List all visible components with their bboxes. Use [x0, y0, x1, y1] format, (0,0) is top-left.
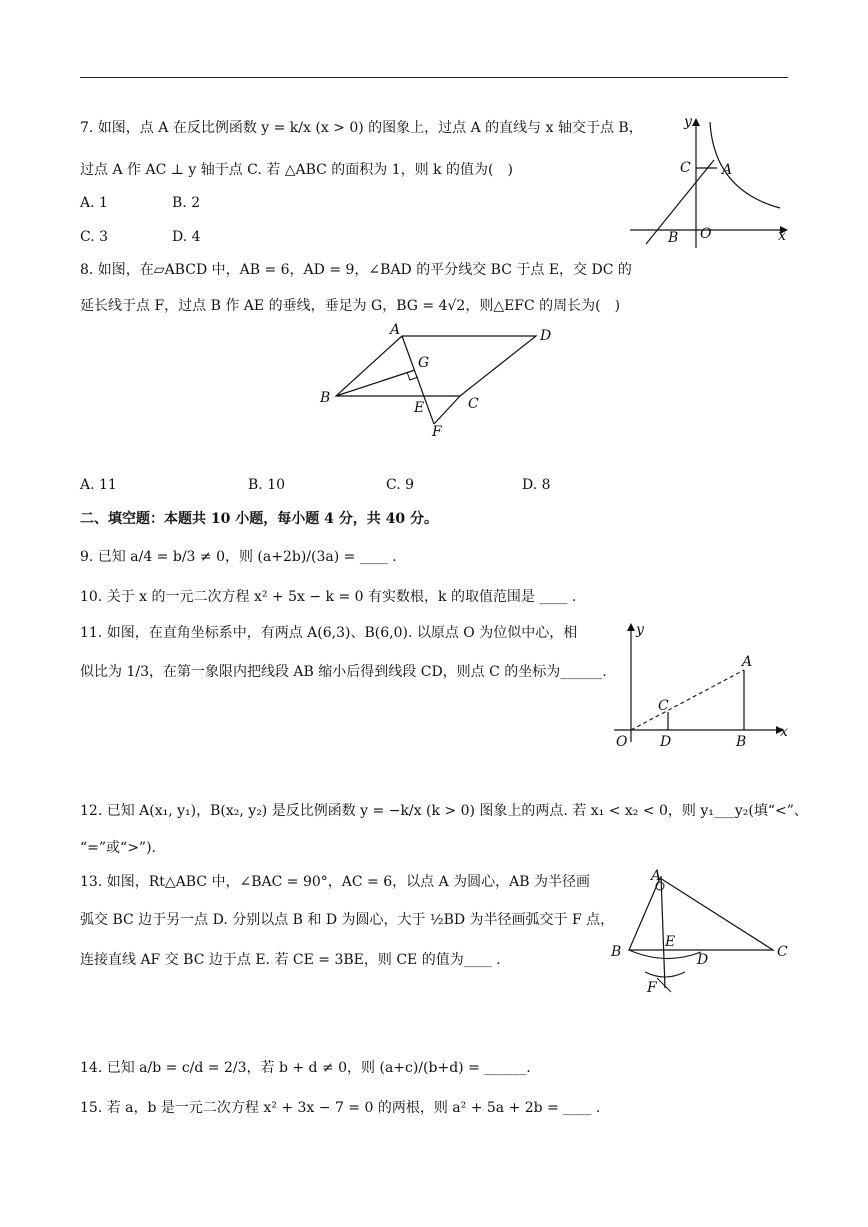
q8-fig-label-f: F [432, 424, 442, 440]
q11-figure [612, 618, 797, 753]
q8-fig-label-c: C [468, 396, 479, 412]
q7-fig-label-y: y [684, 114, 692, 130]
q8-option-d: D. 8 [522, 477, 551, 493]
q11-fig-label-y: y [636, 622, 644, 638]
q8-option-c: C. 9 [386, 477, 415, 493]
q13-line1: 13. 如图，Rt△ABC 中，∠BAC = 90°，AC = 6，以点 A 为圆心，AB 为半径画 [80, 874, 590, 890]
q7-fig-label-a: A [722, 162, 733, 178]
q7-fig-label-b: B [668, 230, 679, 246]
q12-line2: “=”或“>”). [80, 840, 157, 856]
q7-option-a: A. 1 [80, 195, 108, 211]
q11-line2: 似比为 1/3，在第一象限内把线段 AB 缩小后得到线段 CD，则点 C 的坐标为______. [80, 664, 607, 680]
q9-text: 9. 已知 a/4 = b/3 ≠ 0，则 (a+2b)/(3a) = ____ . [80, 549, 397, 565]
q8-line1: 8. 如图，在▱ABCD 中，AB = 6，AD = 9，∠BAD 的平分线交 BC 于点 E，交 DC 的 [80, 262, 632, 278]
section-2-heading: 二、填空题：本题共 10 小题，每小题 4 分，共 40 分。 [80, 511, 438, 527]
q13-line3: 连接直线 AF 交 BC 边于点 E. 若 CE = 3BE，则 CE 的值为____ . [80, 952, 501, 968]
q7-line2: 过点 A 作 AC ⊥ y 轴于点 C. 若 △ABC 的面积为 1，则 k 的值为( ) [80, 162, 513, 178]
q8-figure [310, 320, 570, 440]
q7-option-d: D. 4 [172, 229, 201, 245]
q13-figure [605, 866, 800, 996]
q8-option-b: B. 10 [248, 477, 286, 493]
q11-line1: 11. 如图，在直角坐标系中，有两点 A(6,3)、B(6,0). 以原点 O 为位似中心，相 [80, 625, 578, 641]
header-rule [80, 77, 788, 78]
q13-fig-label-f: F [647, 980, 657, 996]
q11-fig-label-x: x [780, 724, 788, 740]
q11-fig-label-d: D [660, 734, 672, 750]
q15-text: 15. 若 a，b 是一元二次方程 x² + 3x − 7 = 0 的两根，则 a² + 5a + 2b = ____ . [80, 1100, 601, 1116]
q13-fig-label-d: D [697, 952, 709, 968]
q7-fig-label-x: x [778, 228, 786, 244]
q8-line2: 延长线于点 F，过点 B 作 AE 的垂线，垂足为 G，BG = 4√2，则△EFC 的周长为( ) [80, 298, 621, 314]
q11-fig-label-o: O [616, 734, 628, 750]
q13-fig-label-e: E [665, 934, 676, 950]
q7-figure [630, 110, 800, 250]
q12-line1: 12. 已知 A(x₁, y₁)，B(x₂, y₂) 是反比例函数 y = −k/x (k > 0) 图象上的两点. 若 x₁ < x₂ < 0，则 y₁___y₂(填“<”、 [80, 803, 808, 819]
q11-fig-label-a: A [742, 654, 753, 670]
q14-text: 14. 已知 a/b = c/d = 2/3，若 b + d ≠ 0，则 (a+c)/(b+d) = ______. [80, 1060, 531, 1076]
q10-text: 10. 关于 x 的一元二次方程 x² + 5x − k = 0 有实数根，k 的取值范围是 ____ . [80, 589, 577, 605]
q13-fig-label-b: B [611, 944, 622, 960]
q8-fig-label-g: G [418, 355, 430, 371]
q7-fig-label-o: O [700, 226, 712, 242]
q13-fig-label-c: C [777, 944, 788, 960]
q11-fig-label-c: C [658, 698, 669, 714]
q7-option-b: B. 2 [172, 195, 201, 211]
q11-fig-label-b: B [736, 734, 747, 750]
q8-fig-label-b: B [320, 390, 331, 406]
q7-line1: 7. 如图，点 A 在反比例函数 y = k/x (x > 0) 的图象上，过点 A 的直线与 x 轴交于点 B， [80, 120, 643, 136]
q8-fig-label-d: D [540, 328, 552, 344]
q8-fig-label-e: E [414, 400, 425, 416]
q7-option-c: C. 3 [80, 229, 109, 245]
q8-fig-label-a: A [390, 322, 401, 338]
q8-option-a: A. 11 [80, 477, 117, 493]
q7-fig-label-c: C [680, 160, 691, 176]
q13-line2: 弧交 BC 边于另一点 D. 分别以点 B 和 D 为圆心，大于 ½BD 为半径画弧交于 F 点， [80, 912, 615, 928]
q13-fig-label-a: A [651, 868, 662, 884]
